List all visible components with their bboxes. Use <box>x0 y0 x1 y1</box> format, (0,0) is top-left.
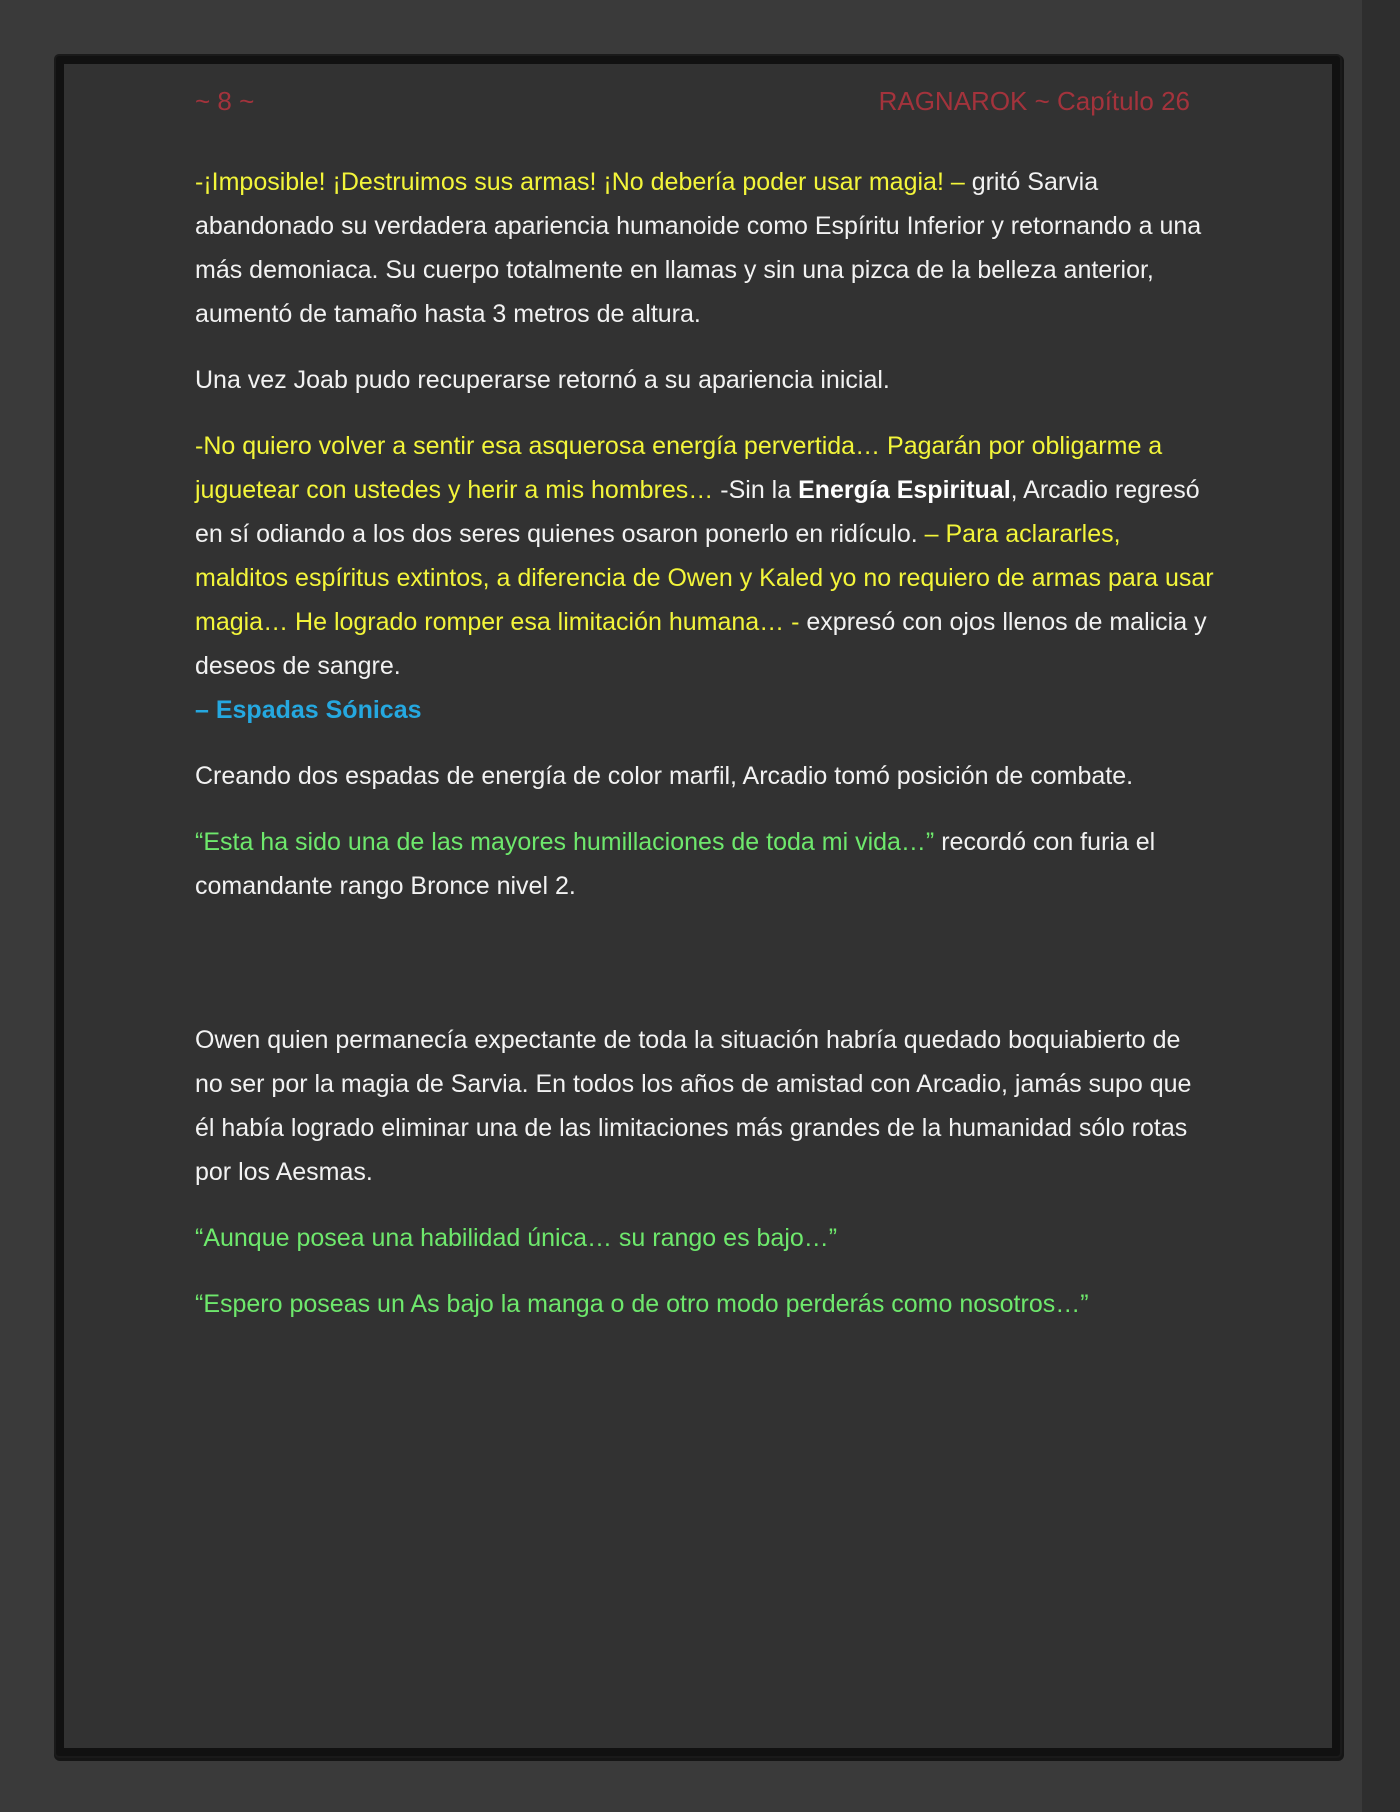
narration-text: Una vez Joab pudo recuperarse retornó a su apariencia inicial. <box>195 366 890 394</box>
emphasis-text: Energía Espiritual <box>798 476 1011 504</box>
dialogue-text: -¡Imposible! ¡Destruimos sus armas! ¡No debería poder usar magia! – <box>195 168 965 196</box>
dialogue-text: -No quiero volver a sentir esa asquerosa energía pervertida… Pagarán por obligarme a juguetear con ustedes y herir a mis hombres… <box>195 432 1163 504</box>
spell-name-text: – Espadas Sónicas <box>195 696 422 724</box>
page-number: ~ 8 ~ <box>195 86 255 116</box>
narration-text: Creando dos espadas de energía de color marfil, Arcadio tomó posición de combate. <box>195 762 1134 790</box>
paragraph-8 <box>195 1282 1215 1326</box>
thought-text: “Esta ha sido una de las mayores humillaciones de toda mi vida…” <box>195 828 935 856</box>
chapter-title: RAGNAROK ~ Capítulo 26 <box>878 86 1190 116</box>
paragraph-3 <box>195 424 1215 732</box>
paragraph-4 <box>195 754 1215 798</box>
narration-text: recordó con furia el comandante rango Bronce nivel 2. <box>195 828 1156 900</box>
narration-text: gritó Sarvia abandonado su verdadera apariencia humanoide como Espíritu Inferior y retornando a una más demoniaca. Su cuerpo totalmente en llamas y sin una pizca de la belleza anterior, aumentó de tamaño hasta 3 metros de altura. <box>195 168 1202 328</box>
page-header <box>195 86 1190 122</box>
thought-text: “Espero poseas un As bajo la manga o de otro modo perderás como nosotros…” <box>195 1290 1089 1318</box>
thought-text: “Aunque posea una habilidad única… su rango es bajo…” <box>195 1224 838 1252</box>
paragraph-2 <box>195 358 1215 402</box>
narration-text: Owen quien permanecía expectante de toda la situación habría quedado boquiabierto de no ser por la magia de Sarvia. En todos los años de amistad con Arcadio, jamás supo que él había logrado eliminar una de las limitaciones más grandes de la humanidad sólo rotas por los Aesmas. <box>195 1026 1192 1186</box>
dialogue-text: – Para aclararles, malditos espíritus extintos, a diferencia de Owen y Kaled yo no requiero de armas para usar magia… He logrado romper esa limitación humana… - <box>195 520 1214 636</box>
paragraph-6 <box>195 1018 1215 1194</box>
narration-text: , Arcadio regresó en sí odiando a los dos seres quienes osaron ponerlo en ridículo. <box>195 476 1200 548</box>
paragraph-1 <box>195 160 1215 336</box>
page-body <box>195 160 1215 1348</box>
paragraph-7 <box>195 1216 1215 1260</box>
paragraph-5 <box>195 820 1215 908</box>
narration-text: -Sin la <box>713 476 799 504</box>
narration-text: expresó con ojos llenos de malicia y deseos de sangre. <box>195 608 1207 680</box>
background-strip <box>1362 0 1400 1812</box>
